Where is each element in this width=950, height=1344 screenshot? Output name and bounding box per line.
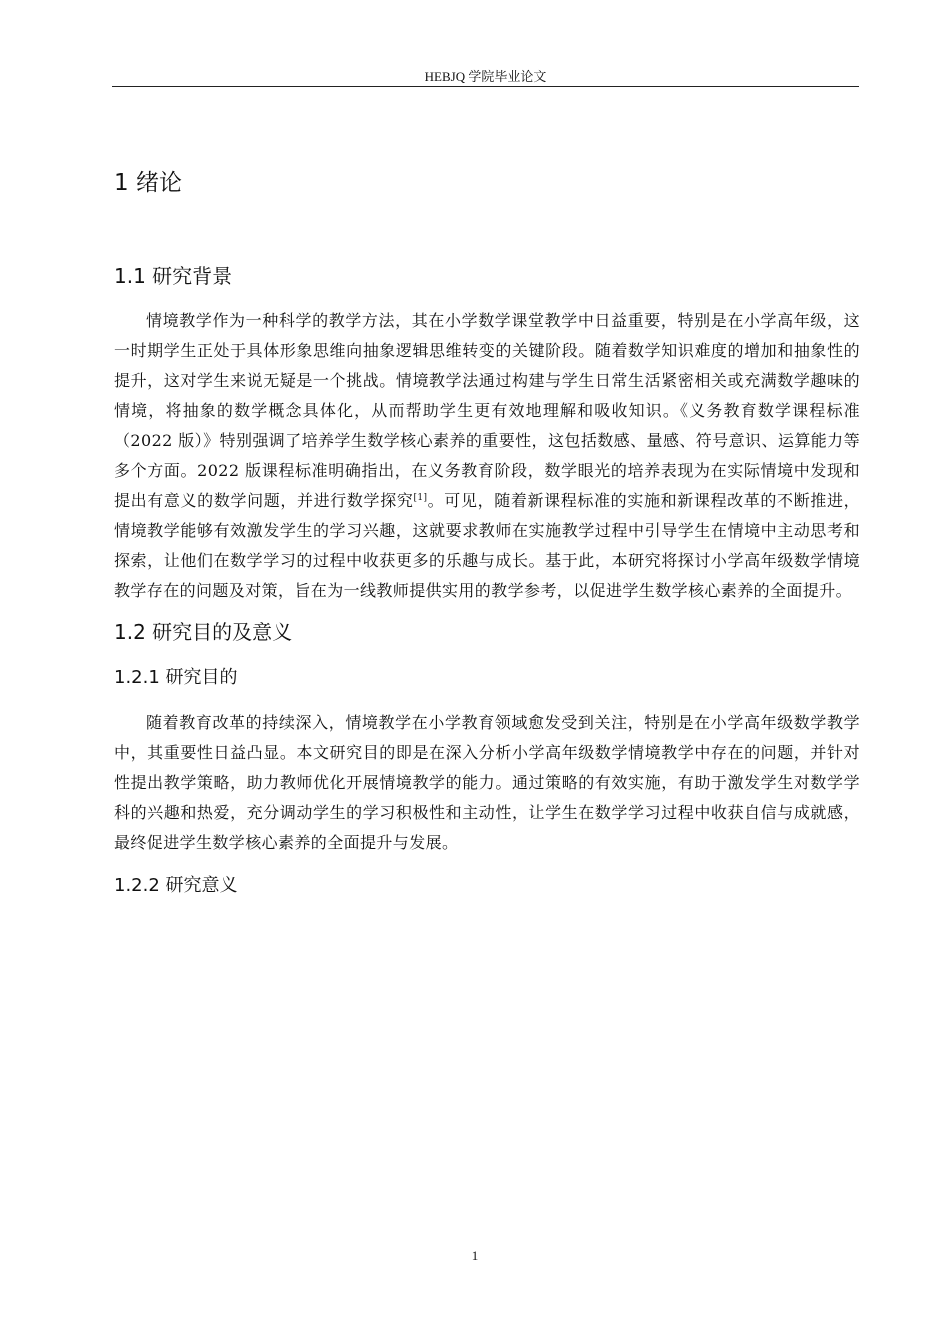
spacer: [114, 206, 860, 258]
subsection-title-1-2-2: 1.2.2 研究意义: [114, 875, 238, 896]
spacer: [114, 606, 860, 614]
page-header: HEBJQ 学院毕业论文: [424, 69, 547, 84]
paragraph-research-purpose: 随着教育改革的持续深入，情境教学在小学教育领域愈发受到关注，特别是在小学高年级数学教学中，其重要性日益凸显。本文研究目的即是在深入分析小学高年级数学情境教学中存在的问题，并针对性提出教学策略，助力教师优化开展情境教学的能力。通过策略的有效实施，有助于激发学生对数学学科的兴趣和热爱，充分调动学生的学习积极性和主动性，让学生在数学学习过程中收获自信与成就感，最终促进学生数学核心素养的全面提升与发展。: [114, 713, 860, 852]
header-rule: [112, 86, 859, 87]
page-number: 1: [471, 1248, 479, 1263]
section-title-1-1: 1.1 研究背景: [114, 264, 233, 288]
spacer: [114, 650, 860, 662]
spacer: [114, 858, 860, 870]
spacer: [114, 694, 860, 708]
citation-ref: [1]: [413, 493, 428, 503]
section-title-1-2: 1.2 研究目的及意义: [114, 620, 293, 644]
paragraph-research-background: [114, 306, 860, 606]
paragraph-text: 情境教学作为一种科学的教学方法，其在小学数学课堂教学中日益重要，特别是在小学高年级，这一时期学生正处于具体形象思维向抽象逻辑思维转变的关键阶段。随着数学知识难度的增加和抽象性的提升，这对学生来说无疑是一个挑战。情境教学法通过构建与学生日常生活紧密相关或充满数学趣味的情境，将抽象的数学概念具体化，从而帮助学生更有效地理解和吸收知识。《义务教育数学课程标准（2022 版）》特别强调了培养学生数学核心素养的重要性，这包括数感、量感、符号意识、运算能力等多个方面。2022 版课程标准明确指出，在义务教育阶段，数学眼光的培养表现为在实际情境中发现和提出有意义的数学问题，并进行数学探究: [114, 311, 860, 510]
page-body: [114, 150, 860, 902]
subsection-title-1-2-1: 1.2.1 研究目的: [114, 667, 238, 688]
spacer: [114, 294, 860, 306]
chapter-title: 1 绪论: [114, 170, 182, 196]
paragraph-text: 。可见，随着新课程标准的实施和新课程改革的不断推进，情境教学能够有效激发学生的学习兴趣，这就要求教师在实施教学过程中引导学生在情境中主动思考和探索，让他们在数学学习的过程中收获更多的乐趣与成长。基于此，本研究将探讨小学高年级数学情境教学存在的问题及对策，旨在为一线教师提供实用的教学参考，以促进学生数学核心素养的全面提升。: [114, 491, 861, 600]
